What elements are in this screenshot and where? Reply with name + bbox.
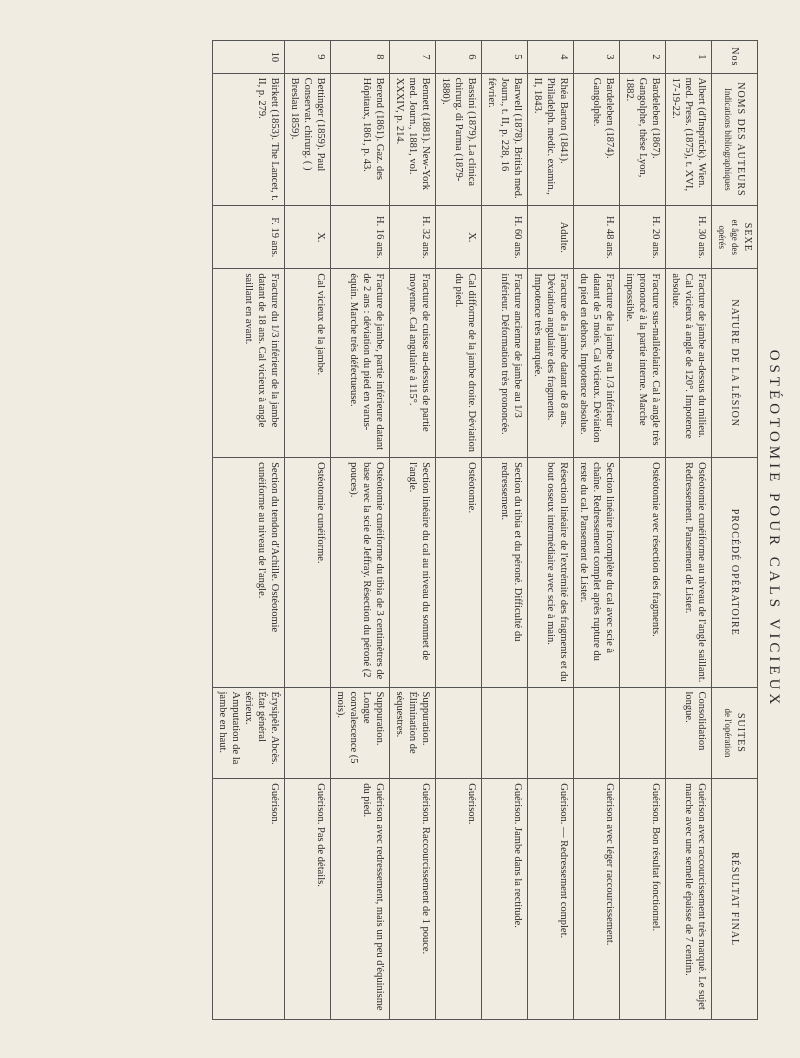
row-sex: H. 16 ans. [331, 206, 390, 269]
table-row [285, 41, 331, 1020]
row-suites [574, 687, 620, 779]
row-result: Guérison avec raccourcissement très marqué. Le sujet marche avec une semelle épaisse de 7 centim. [666, 779, 712, 1020]
header-row [712, 41, 758, 1020]
row-procedure: Section linéaire du cal au niveau du sommet de l'angle. [390, 458, 436, 687]
row-authors: Bettinger (1859). Paul Conservat. chirurg. ( ) Breslau 1859). [285, 73, 331, 206]
row-num: 10 [213, 41, 285, 74]
row-suites: Suppuration. Longue convalescence (5 mois). [331, 687, 390, 779]
table-row [528, 41, 574, 1020]
row-procedure: Ostéotomie cunéiforme au niveau de l'angle saillant. Redressement. Pansement de Lister. [666, 458, 712, 687]
row-procedure: Section du tibia et du péroné. Difficulté du redressement. [482, 458, 528, 687]
row-suites: Consolidation longue. [666, 687, 712, 779]
row-procedure: Ostéotomie. [436, 458, 482, 687]
row-result: Guérison. Jambe dans la rectitude. [482, 779, 528, 1020]
row-authors: Albert (d'Insprück). Wien. med. Press. (1875), t. XVI, 17-19-22. [666, 73, 712, 206]
row-lesion: Cal vicieux de la jambe. [285, 269, 331, 458]
row-lesion: Fracture de cuisse au-dessus de partie moyenne. Cal angulaire à 115°. [390, 269, 436, 458]
row-num: 6 [436, 41, 482, 74]
header-suites [712, 687, 758, 779]
table-row [574, 41, 620, 1020]
header-sex [712, 206, 758, 269]
row-sex: H. 60 ans. [482, 206, 528, 269]
table-row [390, 41, 436, 1020]
table-row [482, 41, 528, 1020]
row-num: 4 [528, 41, 574, 74]
row-procedure: Ostéotomie cunéiforme du tibia de 3 centimètres de base avec la scie de Jeffray. Résection du péroné (2 pouces). [331, 458, 390, 687]
row-sex: H. 32 ans. [390, 206, 436, 269]
row-sex: F. 19 ans. [213, 206, 285, 269]
row-num: 5 [482, 41, 528, 74]
row-procedure: Résection linéaire de l'extrémité des fragments et du bout osseux intermédiaire avec scie à main. [528, 458, 574, 687]
header-suites-label: SUITES [735, 712, 747, 753]
row-authors: Rhéa Barton (1841). Philadelph. medic. examin., II, 1843. [528, 73, 574, 206]
row-authors: Barwell (1878). British med. Journ., t. II, p. 228, 16 février. [482, 73, 528, 206]
row-authors: Berend (1861). Gaz. des Hôpitaux, 1861, p. 43. [331, 73, 390, 206]
row-num: 1 [666, 41, 712, 74]
header-authors-sub: Indications bibliographiques [723, 88, 734, 191]
row-result: Guérison avec redressement, mais un peu d'équinisme du pied. [331, 779, 390, 1020]
table-row [213, 41, 285, 1020]
row-num: 7 [390, 41, 436, 74]
row-procedure: Section du tendon d'Achille. Ostéotomie cunéiforme au niveau de l'angle. [213, 458, 285, 687]
row-procedure: Section linéaire incomplète du cal avec scie à chaîne. Redressement complet après rupture du reste du cal. Pansement de Lister. [574, 458, 620, 687]
row-authors: Bennett (1881). New-York med. Journ., 1881, vol. XXXIV, p. 214. [390, 73, 436, 206]
row-sex: H. 30 ans. [666, 206, 712, 269]
table-row [436, 41, 482, 1020]
header-authors-label: NOMS DES AUTEURS [735, 82, 747, 197]
row-lesion: Fracture du 1/3 inférieur de la jambe datant de 18 ans. Cal vicieux à angle saillant en avant. [213, 269, 285, 458]
table-row [331, 41, 390, 1020]
header-num: Nos [712, 41, 758, 74]
row-lesion: Fracture sus-malléolaire. Cal à angle très prononcé à la partie interne. Marche impossible. [620, 269, 666, 458]
row-result: Guérison. [213, 779, 285, 1020]
row-suites [620, 687, 666, 779]
row-suites [285, 687, 331, 779]
row-lesion: Fracture de la jambe datant de 8 ans. Déviation angulaire des fragments. Impotence très marquée. [528, 269, 574, 458]
header-procedure: PROCÉDÉ OPÉRATOIRE [712, 458, 758, 687]
cases-table [212, 40, 758, 1020]
header-authors [712, 73, 758, 206]
row-result: Guérison. Raccourcissement de 1 pouce. [390, 779, 436, 1020]
header-result: RÉSULTAT FINAL [712, 779, 758, 1020]
row-lesion: Fracture de jambe au-dessus du milieu. Cal vicieux à angle de 120°. Impotence absolue. [666, 269, 712, 458]
header-suites-sub: de l'opération [723, 708, 734, 758]
row-suites [482, 687, 528, 779]
row-lesion: Cal difforme de la jambe droite. Déviation du pied. [436, 269, 482, 458]
row-sex: X. [285, 206, 331, 269]
row-authors: Bassini (1879). La clinica chirurg. di Parma (1879-1880). [436, 73, 482, 206]
row-suites: Érysipèle. Abcès. État général sérieux. Amputation de la jambe en haut. [213, 687, 285, 779]
row-num: 8 [331, 41, 390, 74]
header-sex-label: SEXE [742, 222, 753, 252]
row-suites: Suppuration. Élimination de séquestres. [390, 687, 436, 779]
table-row [620, 41, 666, 1020]
row-result: Guérison. Bon résultat fonctionnel. [620, 779, 666, 1020]
row-lesion: Fracture ancienne de jambe au 1/3 inférieur. Déformation très prononcée. [482, 269, 528, 458]
row-lesion: Fracture de jambe, partie inférieure datant de 2 ans : déviation du pied en varus-équin. Marche très défectueuse. [331, 269, 390, 458]
row-result: Guérison. Pas de détails. [285, 779, 331, 1020]
row-procedure: Ostéotomie avec résection des fragments. [620, 458, 666, 687]
page-title: OSTÉOTOMIE POUR CALS VICIEUX [766, 349, 782, 709]
header-sex-sub: et âge des opérés [717, 219, 740, 256]
row-result: Guérison avec léger raccourcissement. [574, 779, 620, 1020]
row-authors: Bardeleben (1874). Gangolphe. [574, 73, 620, 206]
row-lesion: Fracture de la jambe au 1/3 inférieur datant de 5 mois. Cal vicieux. Déviation du pied en dehors. Impotence absolue. [574, 269, 620, 458]
row-result: Guérison. [436, 779, 482, 1020]
row-num: 9 [285, 41, 331, 74]
table-row [666, 41, 712, 1020]
row-sex: X. [436, 206, 482, 269]
row-authors: Bardeleben (1867). Gangolphe, thèse Lyon, 1882. [620, 73, 666, 206]
row-num: 2 [620, 41, 666, 74]
row-sex: H. 48 ans. [574, 206, 620, 269]
row-suites [436, 687, 482, 779]
row-procedure: Ostéotomie cunéiforme. [285, 458, 331, 687]
row-authors: Birkett (1853). The Lancet, t. II, p. 279. [213, 73, 285, 206]
row-sex: Adulte. [528, 206, 574, 269]
header-lesion: NATURE DE LA LÉSION [712, 269, 758, 458]
row-suites [528, 687, 574, 779]
row-result: Guérison. — Redressement complet. [528, 779, 574, 1020]
row-num: 3 [574, 41, 620, 74]
row-sex: H. 20 ans. [620, 206, 666, 269]
